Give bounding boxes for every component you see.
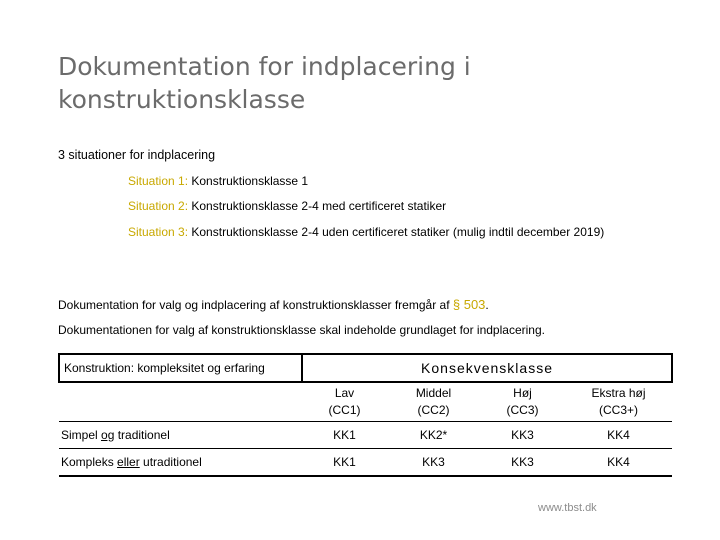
situation-2 [128,199,446,213]
class-name: Lav [334,386,355,400]
situation-2-text: Konstruktionsklasse 2-4 med certificeret statiker [188,199,447,213]
footer-url: www.tbst.dk [538,502,597,514]
class-name: Middel [415,386,452,400]
documentation-line-1-text: Dokumentation for valg og indplacering af konstruktionsklasser fremgår af [58,298,453,312]
class-name: Høj [513,386,532,400]
table-cell: KK3 [387,449,480,477]
class-name: Ekstra høj [591,386,646,400]
situation-3 [128,225,604,239]
class-header-cc2 [387,382,480,422]
slide-title: Dokumentation for indplacering i konstruktionsklasse [58,52,471,114]
row-label [59,422,302,449]
situation-3-text: Konstruktionsklasse 2-4 uden certificeret statiker (mulig indtil december 2019) [188,225,605,239]
table-left-header: Konstruktion: kompleksitet og erfaring [59,354,302,382]
empty-cell [59,382,302,422]
table-cell: KK4 [565,422,672,449]
table-cell: KK4 [565,449,672,477]
intro-text: 3 situationer for indplacering [58,148,216,162]
row-label-part: traditionel [114,428,170,442]
documentation-line-1-end: . [485,298,489,312]
documentation-line-1 [58,297,489,312]
row-label [59,449,302,477]
documentation-line-2: Dokumentationen for valg af konstruktionsklasse skal indeholde grundlaget for indplacering. [58,323,545,337]
class-code: (CC3+) [599,403,639,417]
row-label-underlined: eller [117,455,140,469]
situation-1-text: Konstruktionsklasse 1 [188,174,309,188]
class-header-cc3plus [565,382,672,422]
table-cell: KK2* [387,422,480,449]
table-cell: KK1 [302,449,387,477]
row-label-part: Kompleks [61,455,118,469]
row-label-part: Simpel [61,428,102,442]
row-label-part: utraditionel [139,455,202,469]
table-row [59,422,672,449]
situation-1-label: Situation 1: [128,174,189,188]
row-label-underlined: og [101,428,115,442]
table-cell: KK3 [480,449,565,477]
table-right-header: Konsekvensklasse [302,354,672,382]
situation-2-label: Situation 2: [128,199,189,213]
consequence-class-table [58,353,673,477]
class-header-cc3 [480,382,565,422]
paragraph-reference: § 503 [452,297,486,312]
class-code: (CC1) [328,403,361,417]
situation-3-label: Situation 3: [128,225,189,239]
table-row [59,449,672,477]
table-cell: KK1 [302,422,387,449]
class-code: (CC2) [417,403,450,417]
class-header-cc1 [302,382,387,422]
table-cell: KK3 [480,422,565,449]
class-code: (CC3) [506,403,539,417]
situation-1 [128,174,308,188]
